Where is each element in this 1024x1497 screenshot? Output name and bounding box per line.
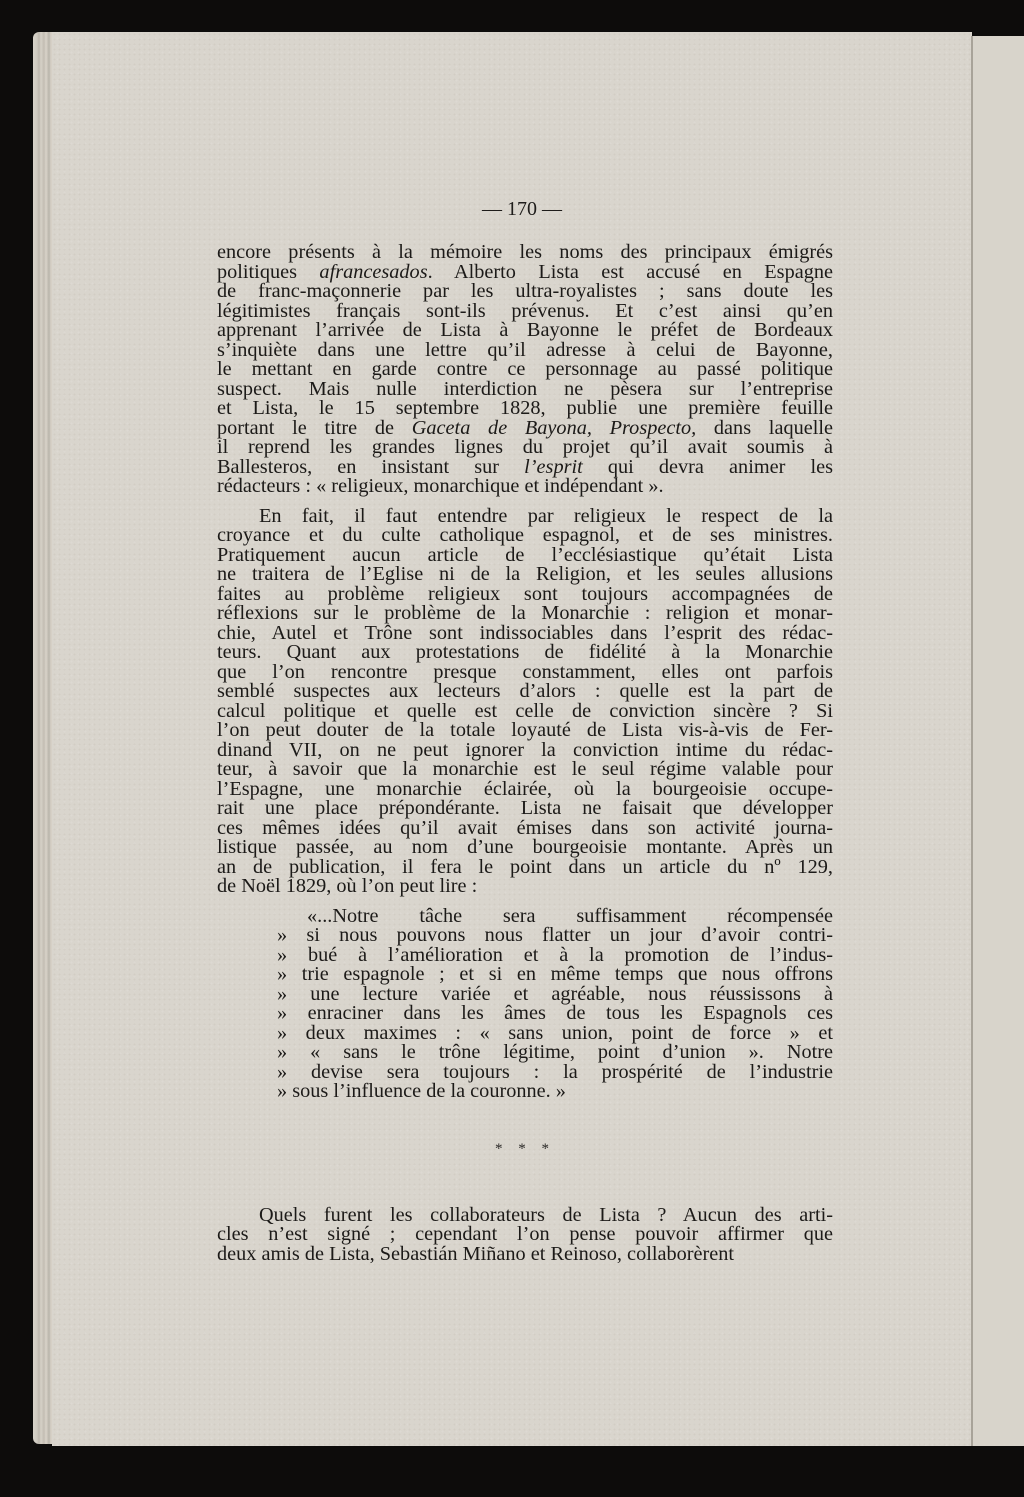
block-quote: [217, 904, 833, 1102]
text-line: En fait, il faut entendre par religieux le respect de la: [259, 504, 833, 527]
text-line: » sous l’influence de la couronne. »: [277, 1080, 566, 1102]
text-line: «...Notre tâche sera suffisamment récompensée: [307, 904, 833, 927]
text-line: » une lecture variée et agréable, nous réussissons à: [277, 982, 833, 1005]
text-line: rait une place prépondérante. Lista ne faisait que développer: [217, 797, 833, 819]
italic-text: l’esprit: [524, 455, 583, 478]
text-line: que l’on rencontre presque constamment, elles ont parfois: [217, 660, 833, 683]
text-run: qui devra animer les: [582, 455, 833, 478]
text-line: réflexions sur le problème de la Monarchie : religion et monar-: [217, 602, 833, 624]
text-line: teur, à savoir que la monarchie est le seul régime valable pour: [217, 758, 833, 780]
text-line: » enraciner dans les âmes de tous les Espagnols ces: [277, 1002, 833, 1024]
text-line: deux amis de Lista, Sebastián Miñano et Reinoso, collaborèrent: [217, 1242, 735, 1265]
text-line: Pratiquement aucun article de l’ecclésiastique qu’était Lista: [217, 543, 833, 566]
text-line: il reprend les grandes lignes du projet qu’il avait soumis à: [217, 436, 833, 458]
text-line: et Lista, le 15 septembre 1828, publie une première feuille: [217, 397, 833, 419]
text-line: chie, Autel et Trône sont indissociables dans l’esprit des rédac-: [217, 621, 833, 644]
text-line: » si nous pouvons nous flatter un jour d’avoir contri-: [277, 924, 833, 946]
text-run: Ballesteros, en insistant sur: [217, 455, 525, 478]
italic-text: afrancesados: [319, 260, 428, 283]
text-line: » deux maximes : « sans union, point de force » et: [277, 1021, 833, 1044]
text-line: semblé suspectes aux lecteurs d’alors : quelle est la part de: [217, 680, 833, 702]
text-line: » trie espagnole ; et si en même temps que nous offrons: [277, 963, 833, 985]
text-run: politiques: [217, 260, 320, 283]
text-line: teurs. Quant aux protestations de fidélité à la Monarchie: [217, 641, 833, 663]
text-line: » bué à l’amélioration et à la promotion de l’indus-: [277, 943, 833, 966]
text-line: encore présents à la mémoire les noms des principaux émigrés: [217, 241, 833, 263]
paragraph-2: [217, 504, 833, 897]
text-line: rédacteurs : « religieux, monarchique et indépendant ».: [217, 475, 664, 497]
text-line: calcul politique et quelle est celle de conviction sincère ? Si: [217, 699, 833, 722]
text-line: apprenant l’arrivée de Lista à Bayonne le préfet de Bordeaux: [217, 319, 833, 341]
paragraph-3: [217, 1203, 833, 1265]
paragraph-1: [217, 243, 833, 497]
text-line: croyance et du culte catholique espagnol, et de ses ministres.: [217, 524, 833, 546]
text-line: ne traitera de l’Eglise ni de la Religion, et les seules allusions: [217, 563, 833, 585]
text-line: de Noël 1829, où l’on peut lire :: [217, 875, 478, 897]
text-line: cles n’est signé ; cependant l’on pense pouvoir affirmer que: [217, 1223, 833, 1245]
text-line: le mettant en garde contre ce personnage au passé politique: [217, 358, 833, 380]
text-line: Quels furent les collaborateurs de Lista ? Aucun des arti-: [259, 1203, 833, 1226]
text-run: portant le titre de: [217, 416, 412, 439]
text-line: de franc-maçonnerie par les ultra-royalistes ; sans doute les: [217, 280, 833, 302]
text-line: an de publication, il fera le point dans un article du nº 129,: [217, 855, 833, 878]
page-number: — 170 —: [482, 198, 562, 220]
text-run: dans laquelle: [696, 416, 834, 439]
text-line: s’inquiète dans une lettre qu’il adresse à celui de Bayonne,: [217, 338, 833, 361]
text-line: l’on peut douter de la totale loyauté de Lista vis-à-vis de Fer-: [217, 719, 833, 741]
text-line: faites au problème religieux sont toujours accompagnées de: [217, 582, 833, 605]
body-text: [217, 243, 833, 1264]
text-line: » devise sera toujours : la prospérité de l’industrie: [277, 1060, 833, 1083]
text-line: listique passée, au nom d’une bourgeoisie montante. Après un: [217, 836, 833, 858]
section-separator: * * *: [495, 1140, 555, 1157]
text-run: . Alberto Lista est accusé en Espagne: [427, 260, 833, 283]
italic-text: Gaceta de Bayona, Prospecto,: [411, 416, 697, 439]
text-line: » « sans le trône légitime, point d’union ». Notre: [277, 1041, 833, 1063]
text-line: ces mêmes idées qu’il avait émises dans son activité journa-: [217, 816, 833, 839]
text-line: suspect. Mais nulle interdiction ne pèsera sur l’entreprise: [217, 377, 833, 400]
text-line: l’Espagne, une monarchie éclairée, où la bourgeoisie occupe-: [217, 777, 833, 800]
text-line: légitimistes français sont-ils prévenus. Et c’est ainsi qu’en: [217, 299, 833, 322]
text-line: dinand VII, on ne peut ignorer la conviction intime du rédac-: [217, 738, 833, 761]
facing-page-edge: [973, 36, 1024, 1446]
